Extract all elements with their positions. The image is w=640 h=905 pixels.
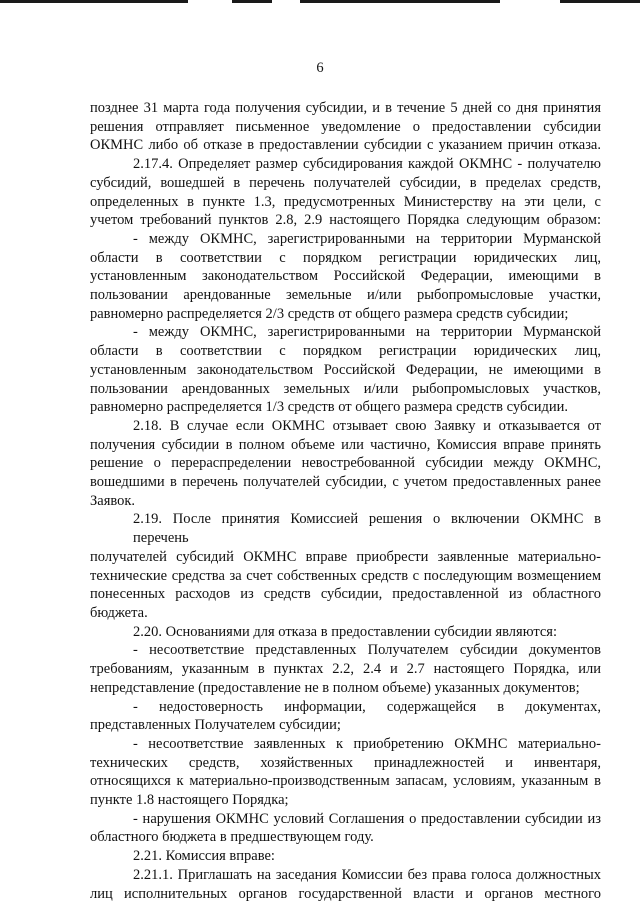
text-line: установленным законодательством Российской Федерации, не имеющими в	[90, 361, 601, 378]
document-body	[90, 99, 601, 903]
text-line: представленных Получателем субсидии;	[90, 717, 341, 734]
text-line: - несоответствие представленных Получателем субсидии документов	[133, 642, 601, 659]
text-line: 2.21. Комиссия вправе:	[133, 848, 275, 865]
text-line: областного бюджета в предшествующем году.	[90, 829, 374, 846]
text-line: ОКМНС либо об отказе в предоставлении субсидии с указанием причин отказа.	[90, 137, 601, 154]
text-line: относящихся к материально-производственным запасам, условиям, указанным в	[90, 773, 601, 790]
text-line: позднее 31 марта года получения субсидии, и в течение 5 дней со дня принятия	[90, 100, 601, 116]
text-line: непредставление (предоставление не в полном объеме) указанных документов;	[90, 679, 580, 696]
text-line: 2.21.1. Приглашать на заседания Комиссии без права голоса должностных	[133, 866, 601, 883]
text-line: Заявок.	[90, 492, 136, 509]
text-line: 2.17.4. Определяет размер субсидирования каждой ОКМНС - получателю	[133, 156, 601, 173]
page-number: 6	[316, 60, 324, 76]
text-line: 2.20. Основаниями для отказа в предоставлении субсидии являются:	[133, 623, 557, 640]
text-line: технических средств, хозяйственных принадлежностей и инвентаря,	[90, 754, 601, 771]
text-line: 2.19. После принятия Комиссией решения о включении ОКМНС в перечень	[133, 511, 601, 547]
text-line: решения отправляет письменное уведомление о предоставлении субсидии	[90, 118, 601, 135]
text-line: области в соответствии с порядком регистрации юридических лиц,	[90, 343, 601, 360]
text-line: получения субсидии в полном объеме или частично, Комиссия вправе принять	[90, 436, 601, 453]
text-line: - между ОКМНС, зарегистрированными на территории Мурманской	[133, 324, 601, 341]
text-line: - недостоверность информации, содержащейся в документах,	[133, 698, 601, 715]
text-line: решение о перераспределении невостребованной субсидии между ОКМНС,	[90, 455, 601, 472]
text-line: области в соответствии с порядком регистрации юридических лиц,	[90, 249, 601, 266]
text-line: требованиям, указанным в пунктах 2.2, 2.4 и 2.7 настоящего Порядка, или	[90, 661, 601, 678]
text-line: учетом требований пунктов 2.8, 2.9 настоящего Порядка следующим образом:	[90, 212, 601, 229]
text-line: определенных в пункте 1.3, предусмотренных Министерству на эти цели, с	[90, 193, 601, 210]
text-line: бюджета.	[90, 604, 148, 621]
text-line: - несоответствие заявленных к приобретению ОКМНС материально-	[133, 735, 601, 752]
text-line: равномерно распределяется 2/3 средств от общего размера средств субсидии;	[90, 305, 569, 322]
scan-top-border	[0, 0, 640, 12]
text-line: технические средства за счет собственных средств с последующим возмещением	[90, 567, 601, 584]
text-line: - между ОКМНС, зарегистрированными на территории Мурманской	[133, 230, 601, 247]
text-line: вошедшими в перечень получателей субсидии, с учетом предоставленных ранее	[90, 474, 601, 491]
text-line: 2.18. В случае если ОКМНС отзывает свою Заявку и отказывается от	[133, 417, 601, 434]
text-line: установленным законодательством Российской Федерации, имеющими в	[90, 268, 601, 285]
text-line: пользовании арендованных земельных и/или рыбопромысловых участков,	[90, 380, 601, 397]
text-line: лиц исполнительных органов государственной власти и органов местного	[90, 885, 601, 902]
text-line: понесенных расходов из средств субсидии, предоставленной из областного	[90, 586, 601, 603]
text-line: пользовании арендованные земельные и/или рыбопромысловые участки,	[90, 287, 601, 304]
text-line: равномерно распределяется 1/3 средств от общего размера средств субсидии.	[90, 399, 569, 416]
text-line: - нарушения ОКМНС условий Соглашения о предоставлении субсидии из	[133, 810, 601, 827]
text-line: субсидий, вошедшей в перечень получателей субсидии, в пределах средств,	[90, 174, 601, 191]
text-line: получателей субсидий ОКМНС вправе приобрести заявленные материально-	[90, 548, 601, 565]
text-line: пункте 1.8 настоящего Порядка;	[90, 792, 289, 809]
